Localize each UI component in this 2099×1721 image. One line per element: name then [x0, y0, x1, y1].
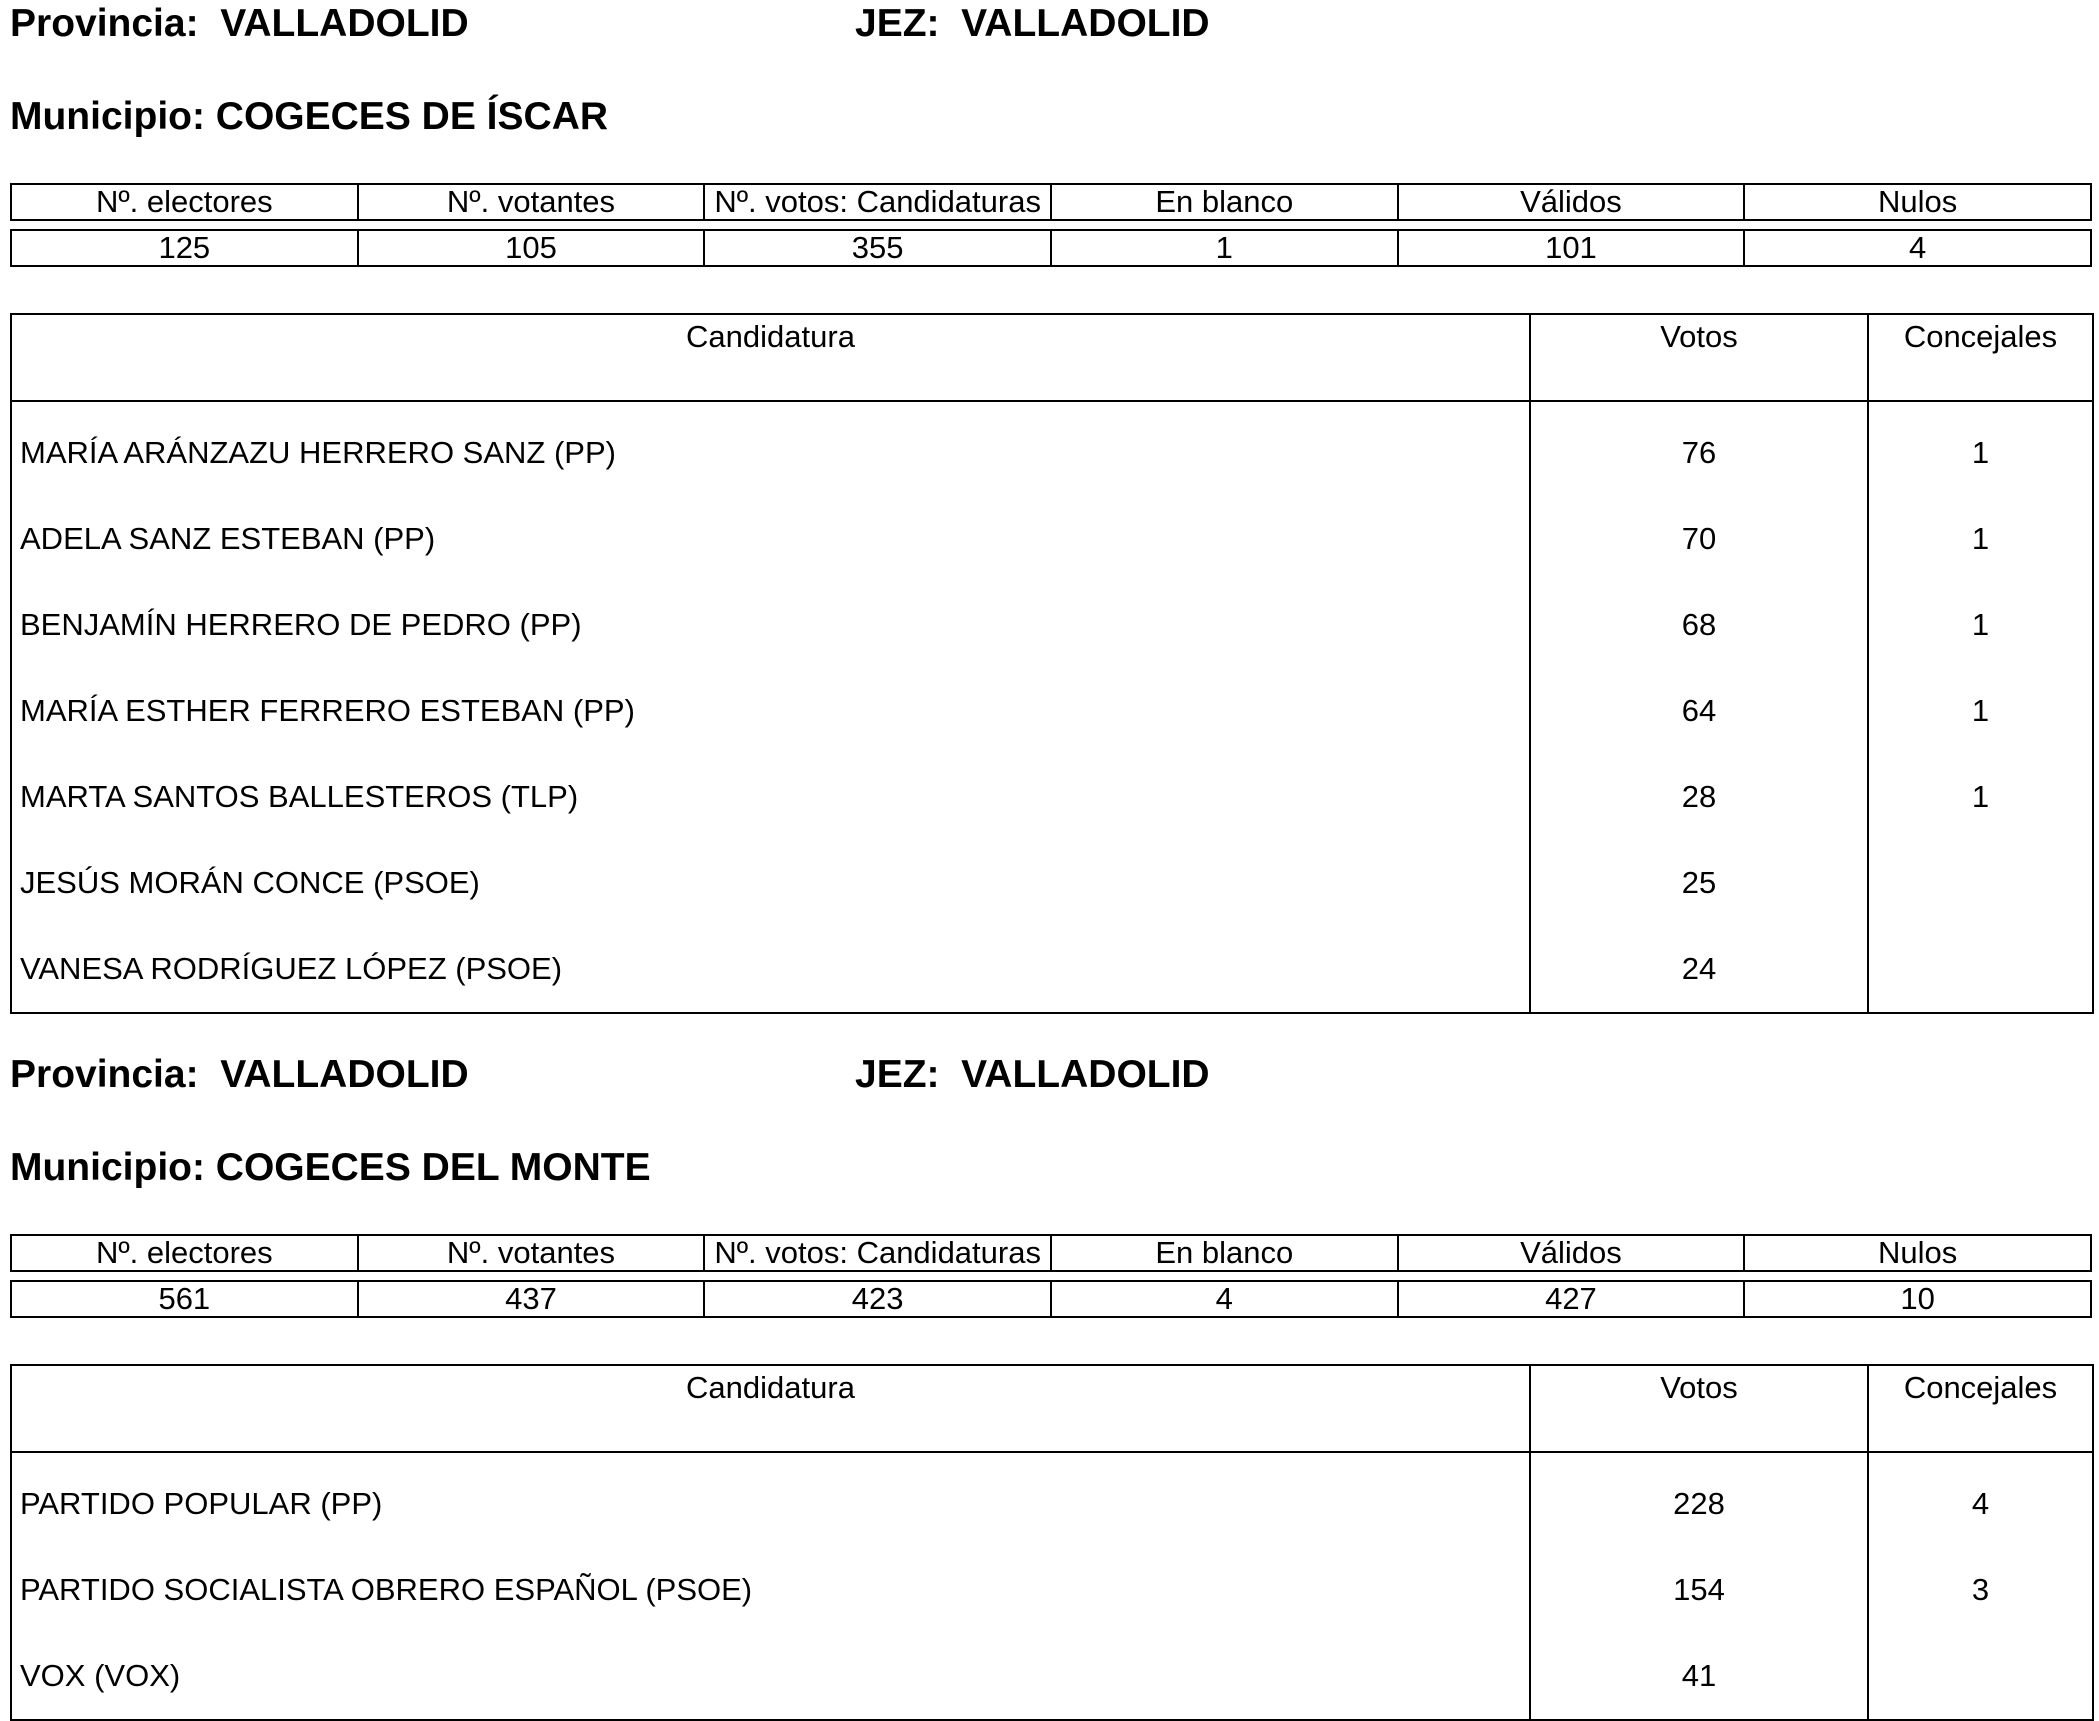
candidate-name: MARÍA ESTHER FERRERO ESTEBAN (PP) [20, 693, 635, 728]
candidate-concejales: 4 [1868, 1452, 2093, 1547]
candidate-votos: 228 [1530, 1452, 1868, 1547]
municipio-title: Municipio: COGECES DE ÍSCAR [10, 95, 609, 138]
candidate-name: VANESA RODRÍGUEZ LÓPEZ (PSOE) [20, 951, 563, 986]
candidate-concejales [1868, 926, 2093, 1013]
summary-gap [11, 220, 2091, 230]
municipio-section [10, 0, 2092, 986]
candidate-concejales: 1 [1868, 401, 2093, 496]
candidate-votos: 68 [1530, 582, 1868, 668]
candidate-concejales: 1 [1868, 582, 2093, 668]
summary-header-cell: Nº. votantes [358, 1235, 705, 1271]
candidate-concejales: 1 [1868, 496, 2093, 582]
summary-value-cell: 4 [1051, 1281, 1398, 1317]
table-row [11, 582, 2093, 668]
summary-header-cell: Nulos [1744, 1235, 2091, 1271]
summary-value-cell: 105 [358, 230, 705, 266]
candidate-votos: 28 [1530, 754, 1868, 840]
candidate-votos: 25 [1530, 840, 1868, 926]
candidates-table [10, 313, 2094, 1014]
table-row [11, 1452, 2093, 1547]
provincia-label: Provincia: VALLADOLID [10, 2, 469, 45]
table-row [11, 1547, 2093, 1633]
table-row [11, 401, 2093, 496]
candidate-votos: 41 [1530, 1633, 1868, 1720]
candidate-votos: 70 [1530, 496, 1868, 582]
municipio-section [10, 1051, 2092, 1693]
table-row [11, 840, 2093, 926]
summary-header-cell: Válidos [1398, 1235, 1745, 1271]
provincia-label: Provincia: VALLADOLID [10, 1053, 469, 1096]
summary-header-cell: Nº. votos: Candidaturas [704, 184, 1051, 220]
candidate-name: ADELA SANZ ESTEBAN (PP) [20, 521, 436, 556]
candidates-header-row [11, 314, 2093, 401]
candidate-name: PARTIDO SOCIALISTA OBRERO ESPAÑOL (PSOE) [20, 1572, 753, 1607]
summary-header-cell: Nº. electores [11, 184, 358, 220]
candidates-header-row [11, 1365, 2093, 1452]
summary-header-row [11, 1235, 2091, 1271]
summary-gap [11, 1271, 2091, 1281]
candidate-votos: 24 [1530, 926, 1868, 1013]
candidate-name: MARÍA ARÁNZAZU HERRERO SANZ (PP) [20, 435, 616, 470]
candidate-name: PARTIDO POPULAR (PP) [20, 1486, 383, 1521]
summary-value-cell: 437 [358, 1281, 705, 1317]
jez-label: JEZ: VALLADOLID [855, 2, 1210, 45]
candidate-votos: 64 [1530, 668, 1868, 754]
candidates-table [10, 1364, 2094, 1721]
candidate-name: BENJAMÍN HERRERO DE PEDRO (PP) [20, 607, 582, 642]
candidate-name: VOX (VOX) [20, 1658, 181, 1693]
candidate-concejales [1868, 840, 2093, 926]
candidate-name: JESÚS MORÁN CONCE (PSOE) [20, 865, 480, 900]
summary-value-cell: 4 [1744, 230, 2091, 266]
summary-value-row [11, 1281, 2091, 1317]
table-row [11, 926, 2093, 1013]
candidate-votos: 76 [1530, 401, 1868, 496]
summary-gap-cell [11, 1271, 2091, 1281]
votos-header: Votos [1530, 1365, 1868, 1452]
summary-header-cell: Válidos [1398, 184, 1745, 220]
votos-header: Votos [1530, 314, 1868, 401]
section-header [10, 1051, 2092, 1101]
section-header [10, 0, 2092, 50]
summary-value-cell: 1 [1051, 230, 1398, 266]
summary-gap-cell [11, 220, 2091, 230]
summary-table [10, 183, 2092, 267]
summary-header-cell: Nº. electores [11, 1235, 358, 1271]
summary-value-cell: 101 [1398, 230, 1745, 266]
summary-header-cell: Nulos [1744, 184, 2091, 220]
table-row [11, 668, 2093, 754]
summary-value-cell: 10 [1744, 1281, 2091, 1317]
summary-header-cell: En blanco [1051, 184, 1398, 220]
summary-value-cell: 355 [704, 230, 1051, 266]
summary-header-row [11, 184, 2091, 220]
summary-value-cell: 423 [704, 1281, 1051, 1317]
candidatura-header: Candidatura [11, 314, 1530, 401]
table-row [11, 496, 2093, 582]
summary-value-cell: 427 [1398, 1281, 1745, 1317]
summary-table [10, 1234, 2092, 1318]
candidate-concejales: 3 [1868, 1547, 2093, 1633]
summary-value-row [11, 230, 2091, 266]
candidate-votos: 154 [1530, 1547, 1868, 1633]
summary-value-cell: 125 [11, 230, 358, 266]
table-row [11, 754, 2093, 840]
concejales-header: Concejales [1868, 1365, 2093, 1452]
summary-header-cell: Nº. votantes [358, 184, 705, 220]
jez-label: JEZ: VALLADOLID [855, 1053, 1210, 1096]
concejales-header: Concejales [1868, 314, 2093, 401]
candidate-name: MARTA SANTOS BALLESTEROS (TLP) [20, 779, 579, 814]
table-row [11, 1633, 2093, 1720]
candidate-concejales [1868, 1633, 2093, 1720]
summary-value-cell: 561 [11, 1281, 358, 1317]
candidate-concejales: 1 [1868, 754, 2093, 840]
candidatura-header: Candidatura [11, 1365, 1530, 1452]
summary-header-cell: Nº. votos: Candidaturas [704, 1235, 1051, 1271]
candidate-concejales: 1 [1868, 668, 2093, 754]
summary-header-cell: En blanco [1051, 1235, 1398, 1271]
municipio-title: Municipio: COGECES DEL MONTE [10, 1146, 651, 1189]
